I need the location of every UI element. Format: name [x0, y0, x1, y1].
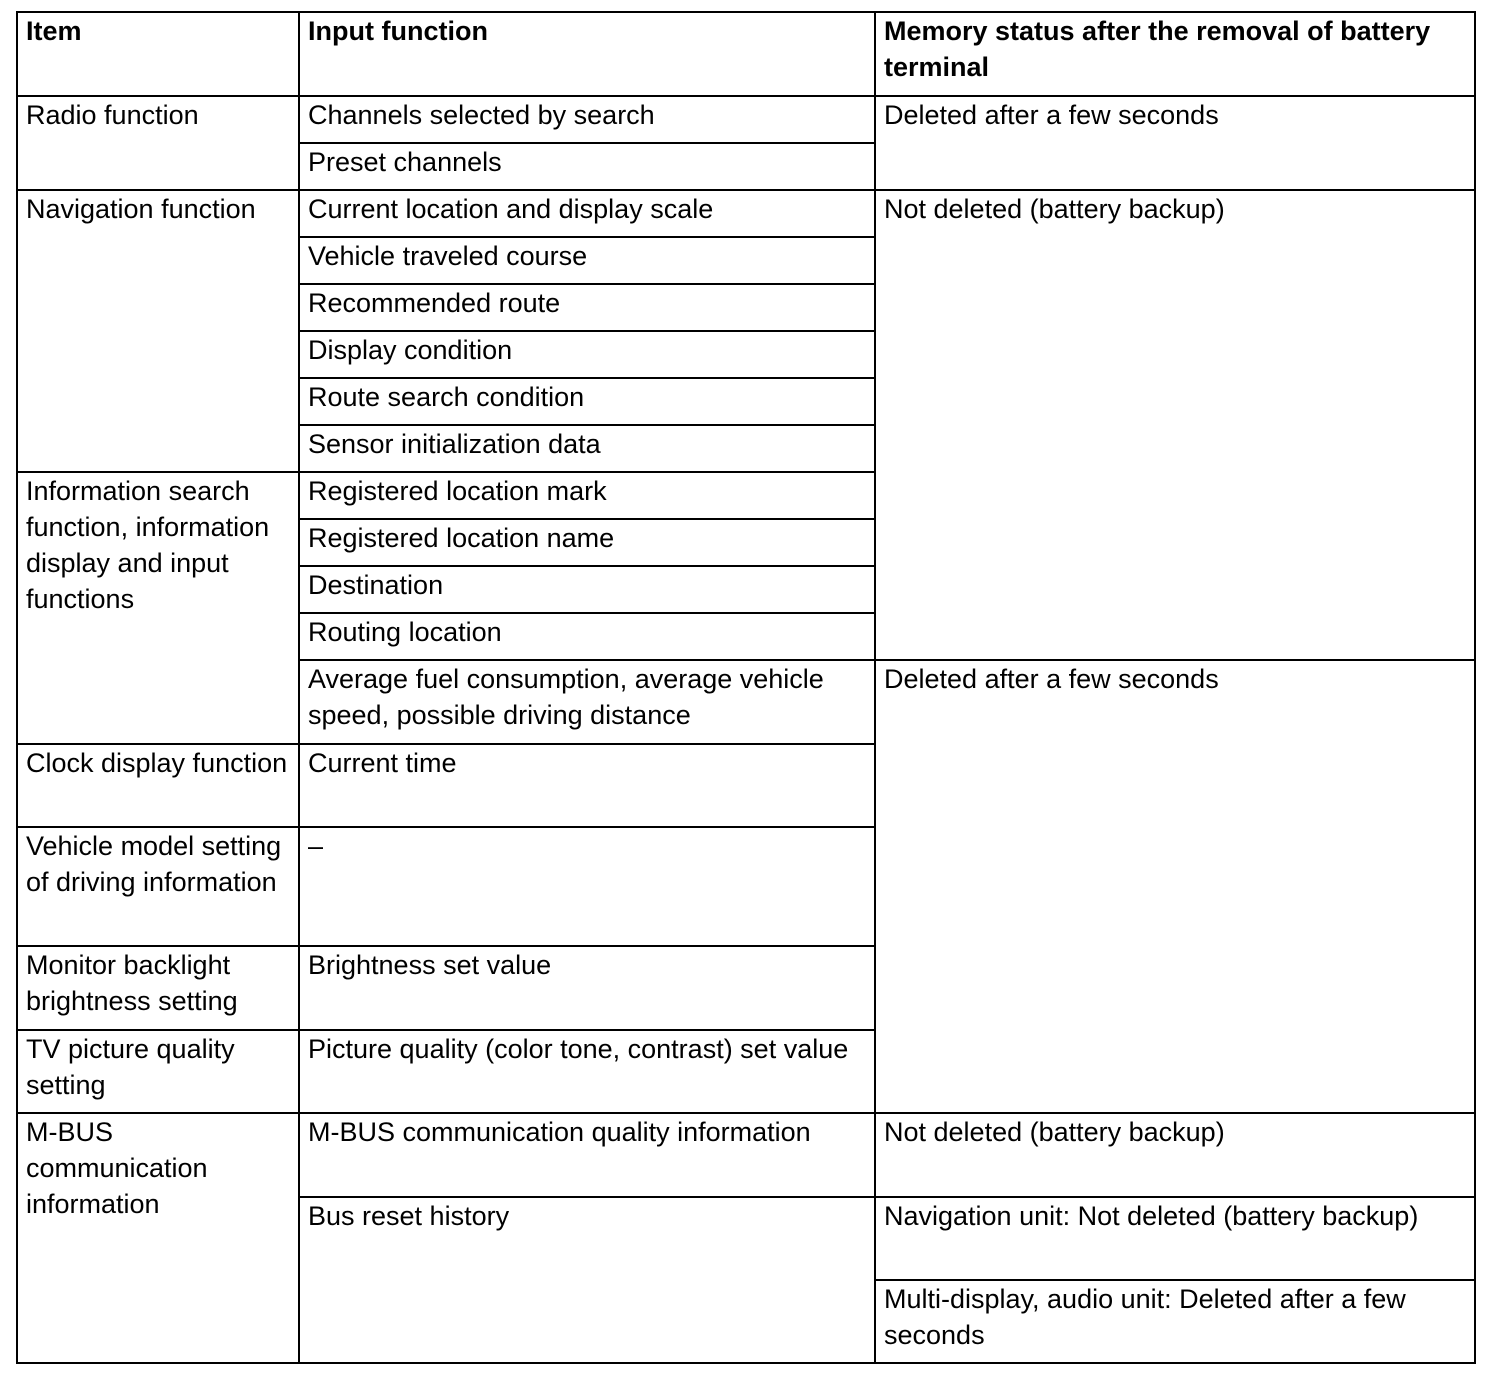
- item-cell-vehicle-model: Vehicle model setting of driving information: [17, 827, 299, 946]
- table-row: [17, 190, 1475, 237]
- status-cell-deleted: Deleted after a few seconds: [875, 660, 1475, 1113]
- input-cell: Current location and display scale: [299, 190, 875, 237]
- input-cell: Destination: [299, 566, 875, 613]
- item-cell-backlight: Monitor backlight brightness setting: [17, 946, 299, 1030]
- input-cell: M-BUS communication quality information: [299, 1113, 875, 1197]
- item-cell-radio: Radio function: [17, 96, 299, 190]
- status-cell-multi-display: Multi-display, audio unit: Deleted after a few seconds: [875, 1280, 1475, 1363]
- header-input-function: Input function: [299, 12, 875, 96]
- input-cell: Current time: [299, 744, 875, 827]
- status-cell-nav-unit: Navigation unit: Not deleted (battery backup): [875, 1197, 1475, 1280]
- input-cell: –: [299, 827, 875, 946]
- item-cell-clock: Clock display function: [17, 744, 299, 827]
- input-cell: Bus reset history: [299, 1197, 875, 1363]
- header-row: [17, 12, 1475, 96]
- input-cell: Registered location name: [299, 519, 875, 566]
- input-cell: Sensor initialization data: [299, 425, 875, 472]
- input-cell: Average fuel consumption, average vehicle speed, possible driving distance: [299, 660, 875, 744]
- input-cell: Display condition: [299, 331, 875, 378]
- item-cell-mbus: M-BUS communication information: [17, 1113, 299, 1363]
- input-cell: Picture quality (color tone, contrast) set value: [299, 1030, 875, 1113]
- input-cell: Registered location mark: [299, 472, 875, 519]
- input-cell: Channels selected by search: [299, 96, 875, 143]
- input-cell: Preset channels: [299, 143, 875, 190]
- header-memory-status: Memory status after the removal of battery terminal: [875, 12, 1475, 96]
- item-cell-navigation: Navigation function: [17, 190, 299, 472]
- input-cell: Route search condition: [299, 378, 875, 425]
- input-cell: Routing location: [299, 613, 875, 660]
- table-row: [17, 1113, 1475, 1197]
- input-cell: Brightness set value: [299, 946, 875, 1030]
- header-item: Item: [17, 12, 299, 96]
- status-cell-not-deleted: Not deleted (battery backup): [875, 190, 1475, 660]
- table-row: [17, 96, 1475, 143]
- input-cell: Vehicle traveled course: [299, 237, 875, 284]
- item-cell-tv: TV picture quality setting: [17, 1030, 299, 1113]
- status-cell-radio: Deleted after a few seconds: [875, 96, 1475, 190]
- status-cell-mbus-quality: Not deleted (battery backup): [875, 1113, 1475, 1197]
- input-cell: Recommended route: [299, 284, 875, 331]
- memory-status-table: [16, 11, 1476, 1364]
- item-cell-info: Information search function, information display and input functions: [17, 472, 299, 744]
